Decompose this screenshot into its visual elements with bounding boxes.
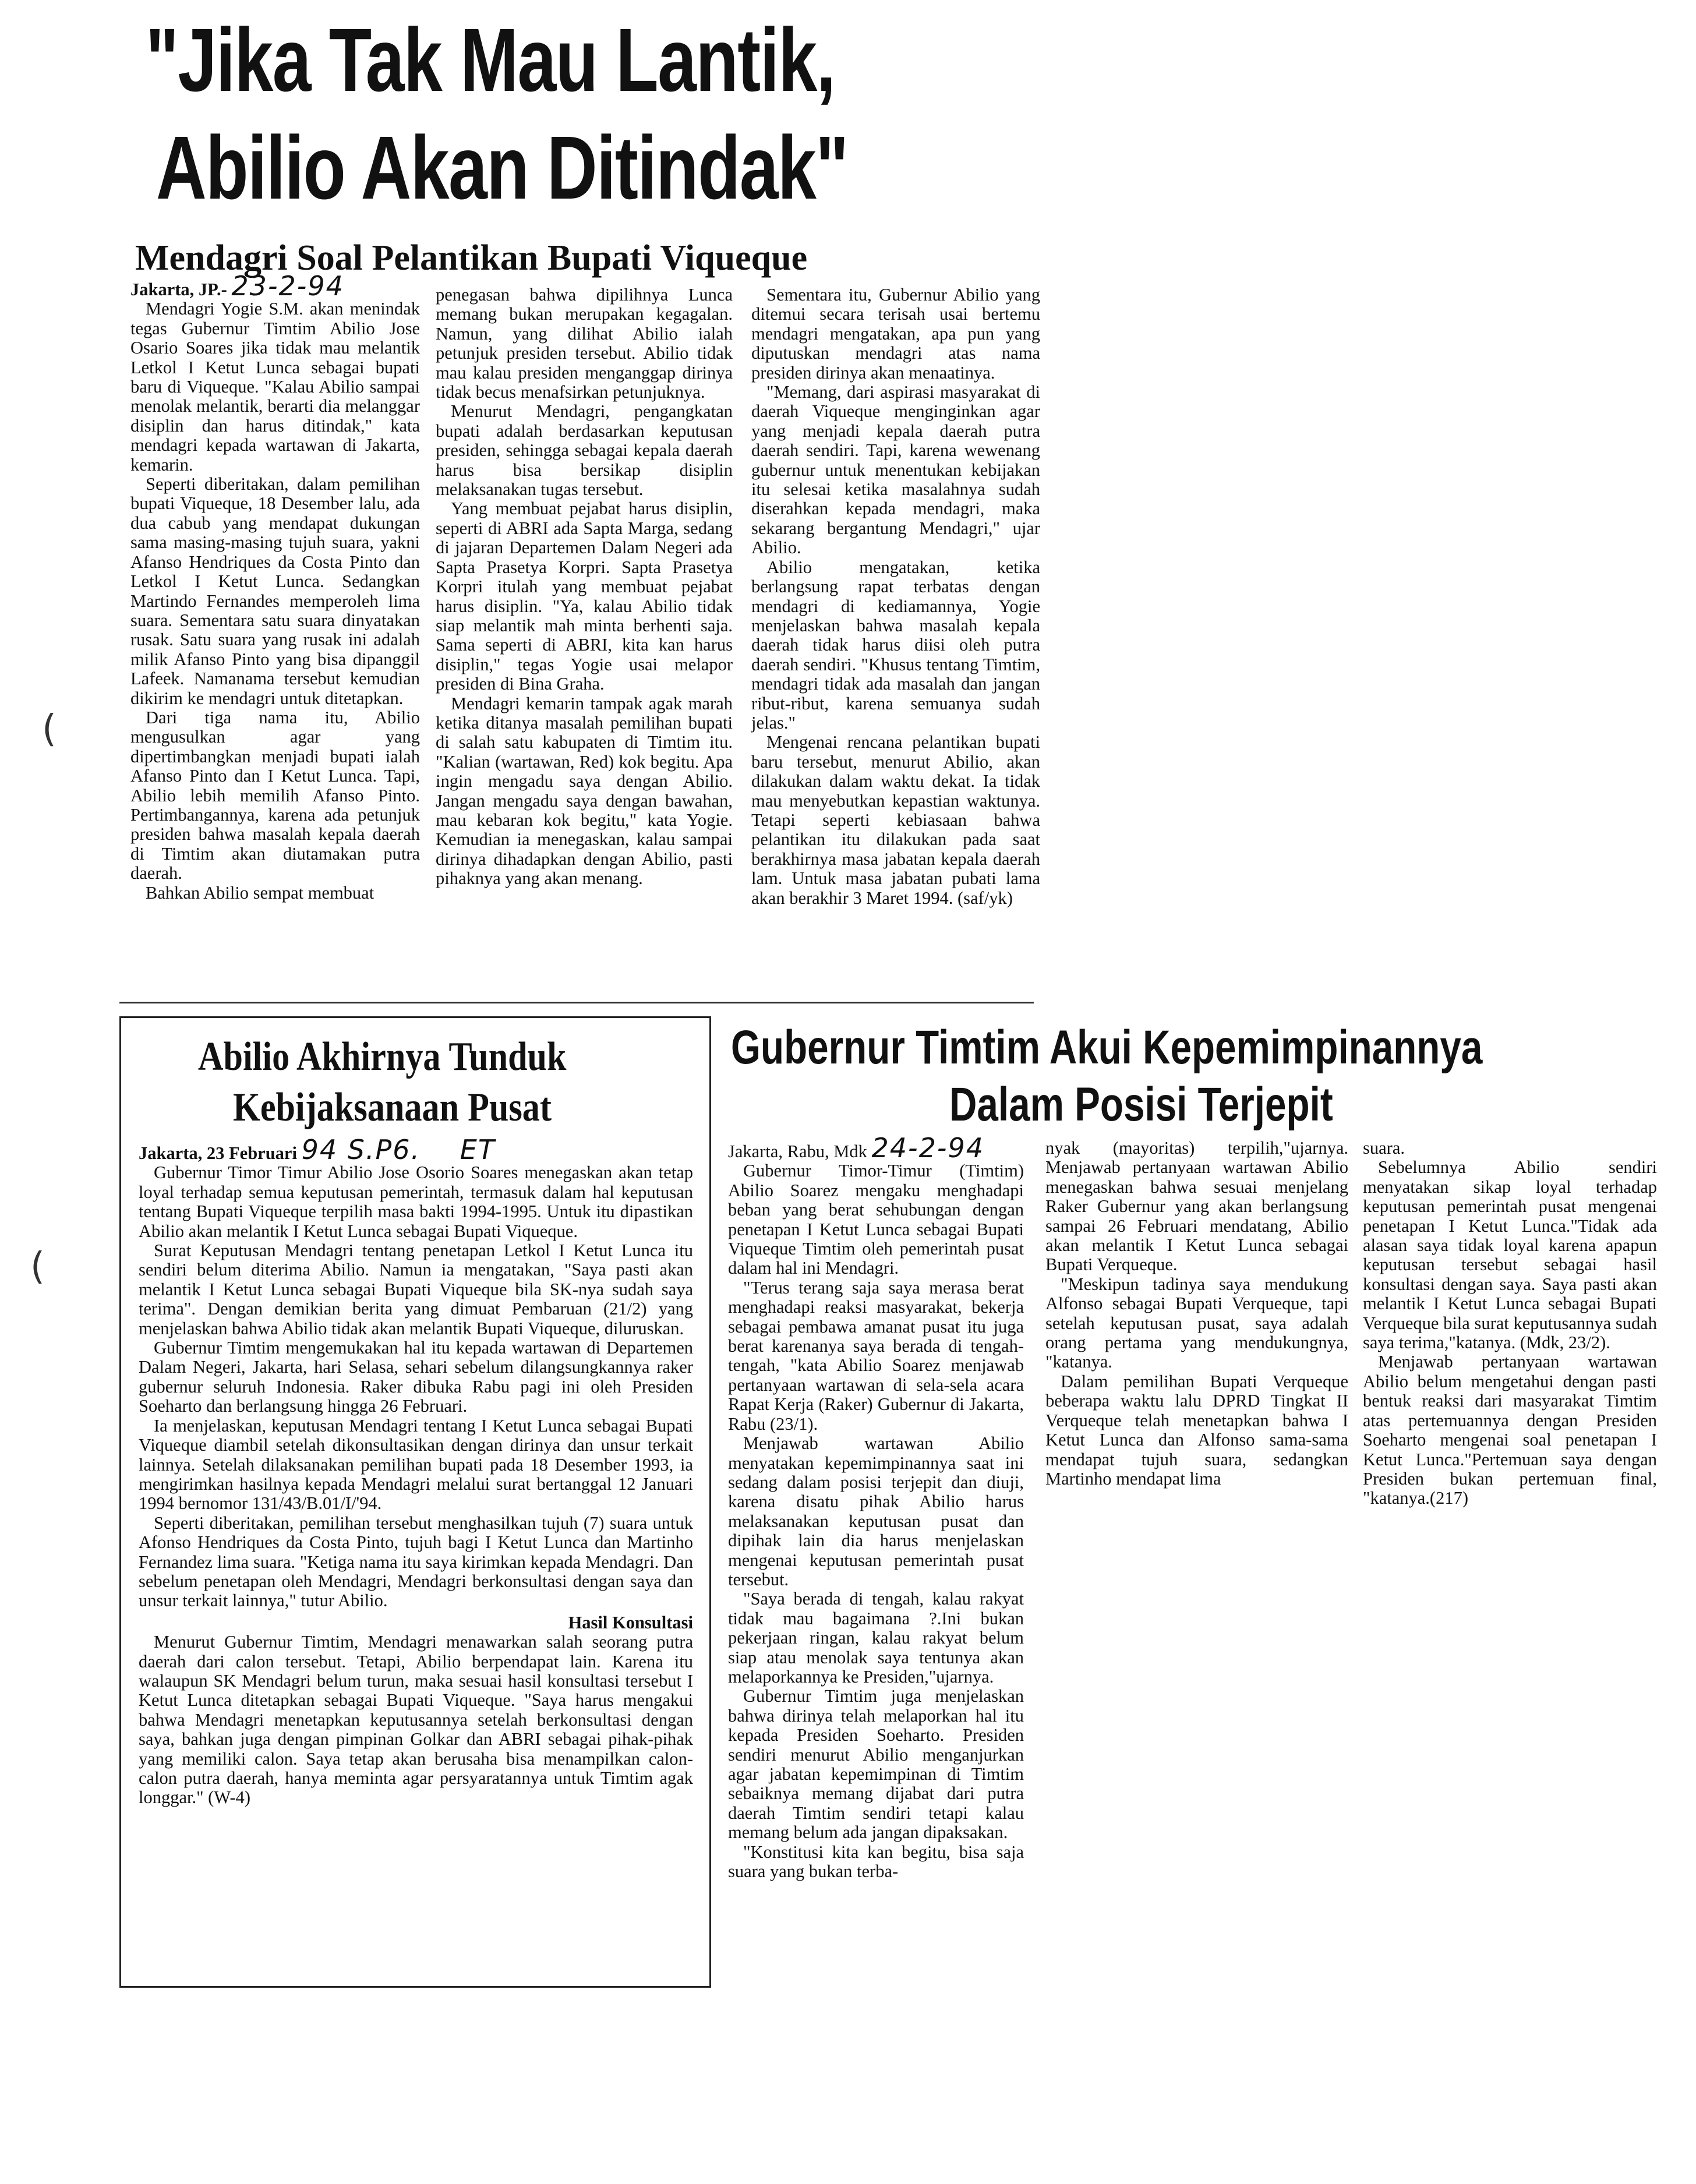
article1-column-2 <box>436 285 733 889</box>
article2-p1: Gubernur Timor Timur Abilio Jose Osorio Soares menegaskan akan tetap loyal terhadap semua keputusan pemerintah, termasuk dalam hal keputusan tentang Bupati Viqueque terpilih masa bakti 1994-1995. Untuk itu dipastikan Abilio akan melantik I Ketut Lunca sebagai Bupati Viqueque. <box>139 1162 693 1241</box>
article3-c1-p3: Menjawab wartawan Abilio menyatakan kepemimpinannya saat ini sedang dalam posisi terjepit dan diuji, karena disatu pihak Abilio harus melaksanakan keputusan pusat dan dipihak lain dia harus menjelaskan mengenai keputusan pemerintah pusat tersebut. <box>728 1433 1024 1589</box>
article1-c1-p3: Dari tiga nama itu, Abilio mengusulkan agar yang dipertimbangkan menjadi bupati ialah Afanso Pinto dan I Ketut Lunca. Tapi, Abilio lebih memilih Afanso Pinto. Pertimbangannya, karena ada petunjuk presiden bahwa masalah kepala daerah di Timtim akan diutamakan putra daerah. <box>130 707 420 884</box>
article3-column-2 <box>1045 1139 1348 1489</box>
article1-c3-p2: "Memang, dari aspirasi masyarakat di daerah Viqueque menginginkan agar yang menjadi kepala daerah putra daerah sendiri. Tapi, karena wewenang gubernur untuk menentukan kebijakan itu selesai ketika masalahnya sudah diserahkan kepada mendagri, maka sekarang bergantung Mendagri," ujar Abilio. <box>751 382 1040 558</box>
article2-p6: Menurut Gubernur Timtim, Mendagri menawarkan salah seorang putra daerah dari calon tersebut. Tetapi, Abilio berpendapat lain. Karena itu walaupun SK Mendagri belum turun, maka sesuai hasil konsultasi tersebut I Ketut Lunca ditetapkan sebagai Bupati Viqueque. "Saya harus mengakui bahwa Mendagri menetapkan keputusannya setelah berkonsultasi dengan saya, bahkan juga dengan pimpinan Golkar dan ABRI sebagai pihak-pihak yang memiliki calon. Saya tetap akan berusaha bisa menampilkan calon- calon putra daerah, hanya meminta agar persyaratannya untuk Timtim agak longgar." (W-4) <box>139 1632 693 1808</box>
article2-headline-line2: Kebijaksanaan Pusat <box>233 1085 552 1130</box>
article3-c3-p1: suara. <box>1363 1138 1405 1158</box>
article3-column-3 <box>1363 1139 1657 1508</box>
article3-handwritten-date: 24-2-94 <box>871 1132 985 1164</box>
margin-mark-1: ( <box>42 708 56 751</box>
article1-c3-p3: Abilio mengatakan, ketika berlangsung rapat terbatas dengan mendagri di kediamannya, Yogie menjelaskan bahwa masalah kepala daerah tidak harus diisi oleh putra daerah sendiri. "Khusus tentang Timtim, mendagri tidak ada masalah dan jangan ribut-ribut, karena semuanya sudah jelas." <box>751 557 1040 733</box>
article1-headline-line2: Abilio Akan Ditindak" <box>156 118 848 218</box>
article2-p3: Gubernur Timtim mengemukakan hal itu kepada wartawan di Departemen Dalam Negeri, Jakarta, hari Selasa, sehari sebelum dilangsungkannya raker gubernur seluruh Indonesia. Raker dibuka Rabu pagi ini oleh Presiden Soeharto dan berlangsung hingga 26 Februari. <box>139 1338 693 1416</box>
article1-c1-p4: Bahkan Abilio sempat membuat <box>146 882 374 903</box>
article1-subheadline: Mendagri Soal Pelantikan Bupati Viqueque <box>135 238 808 278</box>
article2-handwritten-mark: ET <box>460 1134 496 1165</box>
article3-c2-p2: "Meskipun tadinya saya mendukung Alfonso sebagai Bupati Verqueque, tapi setelah keputusan pusat, saya adalah orang pertama yang mendukungnya, "katanya. <box>1045 1274 1348 1372</box>
article2-p2: Surat Keputusan Mendagri tentang penetapan Letkol I Ketut Lunca itu sendiri belum diterima Abilio. Namun ia mengatakan, "Saya pasti akan melantik I Ketut Lunca sebagai Bupati Viqueque bila SK-nya sudah saya terima". Dengan demikian berita yang dimuat Pembaruan (21/2) yang menjelaskan bahwa Abilio tidak akan melantik Bupati Viqueque, diluruskan. <box>139 1241 693 1338</box>
article2-handwritten-date: 94 S.P6. <box>301 1134 421 1165</box>
article1-column-3 <box>751 285 1040 908</box>
article2-dateline: Jakarta, 23 Februari <box>139 1143 297 1163</box>
margin-mark-2: ( <box>30 1245 45 1288</box>
article1-handwritten-date: 23-2-94 <box>231 270 344 302</box>
article1-dateline: Jakarta, JP.- <box>130 280 227 299</box>
article2-p5: Seperti diberitakan, pemilihan tersebut menghasilkan tujuh (7) suara untuk Afonso Hendriques da Costa Pinto, tujuh bagi I Ketut Lunca dan Martinho Fernandez lima suara. "Ketiga nama itu saya kirimkan kepada Mendagri. Dan sebelum penetapan oleh Mendagri, Mendagri berkonsultasi dengan saya dan unsur terkait lainnya," tutur Abilio. <box>139 1512 693 1611</box>
article1-c1-p2: Seperti diberitakan, dalam pemilihan bupati Viqueque, 18 Desember lalu, ada dua cabub yang mendapat dukungan sama masing-masing tujuh suara, yakni Afanso Hendriques da Costa Pinto dan Letkol I Ketut Lunca. Sedangkan Martindo Fernandes memperoleh lima suara. Sementara satu suara dinyatakan rusak. Satu suara yang rusak ini adalah milik Afanso Pinto yang bisa dipanggil Lafeek. Namanama tersebut kemudian dikirim ke mendagri untuk ditetapkan. <box>130 474 420 708</box>
article2-headline-line1: Abilio Akhirnya Tunduk <box>198 1034 567 1079</box>
article1-c2-p1: penegasan bahwa dipilihnya Lunca memang bukan merupakan kegagalan. Namun, yang dilihat Abilio ialah petunjuk presiden tersebut. Abilio tidak mau kalau presiden menganggap dirinya tidak becus menafsirkan petunjuknya. <box>436 285 733 402</box>
article3-headline-line1: Gubernur Timtim Akui Kepemimpinannya <box>731 1021 1483 1074</box>
article3-column-1 <box>728 1132 1024 1882</box>
article2-p4: Ia menjelaskan, keputusan Mendagri tentang I Ketut Lunca sebagai Bupati Viqueque diambil setelah dikonsultasikan dengan dirinya dan unsur terkait lainnya. Setelah dilaksanakan pemilihan bupati pada 18 Desember 1993, ia mengirimkan hasilnya kepada Mendagri melalui surat bertanggal 12 Januari 1994 bernomor 131/43/B.01/I/'94. <box>139 1415 693 1514</box>
article1-c1-p1: Mendagri Yogie S.M. akan menindak tegas Gubernur Timtim Abilio Jose Osario Soares jika tidak mau melantik Letkol I Ketut Lunca sebagai bupati baru di Viqueque. "Kalau Abilio sampai menolak melantik, berarti dia melanggar disiplin dan harus ditindak," kata mendagri kepada wartawan di Jakarta, kemarin. <box>130 299 420 475</box>
article3-c1-p5: Gubernur Timtim juga menjelaskan bahwa dirinya telah melaporkan hal itu kepada Presiden Soeharto. Presiden sendiri menurut Abilio menganjurkan agar jabatan kepemimpinan di Timtim sebaiknya memang dijabat dari putra daerah Timtim sendiri tetapi kalau memang belum ada jangan dipaksakan. <box>728 1686 1024 1843</box>
article3-c2-p1: nyak (mayoritas) terpilih,"ujarnya. Menjawab pertanyaan wartawan Abilio menegaskan bahwa sesuai menjelang Raker Gubernur yang akan berlangsung sampai 26 Februari mendatang, Abilio akan melantik I Ketut Lunca sebagai Bupati Verqueque. <box>1045 1138 1348 1275</box>
article3-c1-p1: Gubernur Timor-Timur (Timtim) Abilio Soarez mengaku menghadapi beban yang berat sehubungan dengan penetapan I Ketut Lunca sebagai Bupati Viqueque Timtim oleh pemerintah pusat dalam hal ini Mendagri. <box>728 1161 1024 1278</box>
article1-c2-p3: Yang membuat pejabat harus disiplin, seperti di ABRI ada Sapta Marga, sedang di jajaran Departemen Dalam Negeri ada Sapta Prasetya Korpri. Sapta Prasetya Korpri itulah yang membuat pejabat harus disiplin. "Ya, kalau Abilio tidak siap melantik mah minta berhenti saja. Sama seperti di ABRI, kita kan harus disiplin," tegas Yogie usai melapor presiden di Bina Graha. <box>436 499 733 694</box>
article2-subhead: Hasil Konsultasi <box>568 1612 693 1632</box>
article3-dateline: Jakarta, Rabu, Mdk <box>728 1142 867 1161</box>
article3-c1-p4: "Saya berada di tengah, kalau rakyat tidak mau bagaimana ?.Ini bukan pekerjaan ringan, kalau rakyat belum siap atau menolak saya tentunya akan melaporkannya ke Presiden,"ujarnya. <box>728 1589 1024 1687</box>
article1-headline-line1: "Jika Tak Mau Lantik, <box>146 10 835 110</box>
article3-c2-p3: Dalam pemilihan Bupati Verqueque beberapa waktu lalu DPRD Tingkat II Verqueque telah menetapkan bahwa I Ketut Lunca dan Alfonso sama-sama mendapat tujuh suara, sedangkan Martinho mendapat lima <box>1045 1371 1348 1489</box>
article3-c1-p2: "Terus terang saja saya merasa berat menghadapi reaksi masyarakat, bekerja sebagai pembawa amanat pusat itu juga berat karenanya saya berada di tengah-tengah, "kata Abilio Soarez menjawab pertanyaan wartawan di sela-sela acara Rapat Kerja (Raker) Gubernur di Jakarta, Rabu (23/1). <box>728 1277 1024 1434</box>
article1-c2-p2: Menurut Mendagri, pengangkatan bupati adalah berdasarkan keputusan presiden, sehingga sebagai kepala daerah harus bisa bersikap disiplin melaksanakan tugas tersebut. <box>436 401 733 500</box>
article2-body <box>139 1134 693 1808</box>
article1-c3-p4: Mengenai rencana pelantikan bupati baru tersebut, menurut Abilio, akan dilakukan dalam waktu dekat. Ia tidak mau menyebutkan kepastian waktunya. Tetapi seperti kebiasaan bahwa pelantikan itu dilakukan pada saat berakhirnya masa jabatan kepala daerah lam. Untuk masa jabatan pubati lama akan berakhir 3 Maret 1994. (saf/yk) <box>751 732 1040 908</box>
article1-c2-p4: Mendagri kemarin tampak agak marah ketika ditanya masalah pemilihan bupati di salah satu kabupaten di Timtim itu. "Kalian (wartawan, Red) kok begitu. Apa ingin mengadu saya dengan Abilio. Jangan mengadu saya dengan bawahan, mau kebaran kok begitu," kata Yogie. Kemudian ia menegaskan, kalau sampai dirinya dihadapkan dengan Abilio, pasti pihaknya yang akan menang. <box>436 693 733 889</box>
article3-headline-line2: Dalam Posisi Terjepit <box>949 1078 1333 1131</box>
article-divider <box>119 1002 1034 1003</box>
article1-c3-p1: Sementara itu, Gubernur Abilio yang ditemui secara terisah usai bertemu mendagri mengatakan, apa pun yang diputuskan mendagri atas nama presiden dirinya akan menaatinya. <box>751 285 1040 383</box>
article3-c3-p2: Sebelumnya Abilio sendiri menyatakan sikap loyal terhadap keputusan pemerintah pusat mengenai penetapan I Ketut Lunca."Tidak ada alasan saya tidak loyal karena apapun keputusan tersebut sebagai hasil konsultasi dengan saya. Saya pasti akan melantik I Ketut Lunca sebagai Bupati Verqueque bila surat keputusannya sudah saya terima,"katanya. (Mdk, 23/2). <box>1363 1157 1657 1353</box>
article3-c3-p3: Menjawab pertanyaan wartawan Abilio belum mengetahui dengan pasti bentuk reaksi dari masyarakat Timtim atas pertemuannya dengan Presiden Soeharto mengenai soal penetapan I Ketut Lunca."Pertemuan saya dengan Presiden bukan pertemuan final, "katanya.(217) <box>1363 1352 1657 1508</box>
article1-column-1 <box>130 270 420 903</box>
article3-c1-p6: "Konstitusi kita kan begitu, bisa saja suara yang bukan terba- <box>728 1842 1024 1882</box>
